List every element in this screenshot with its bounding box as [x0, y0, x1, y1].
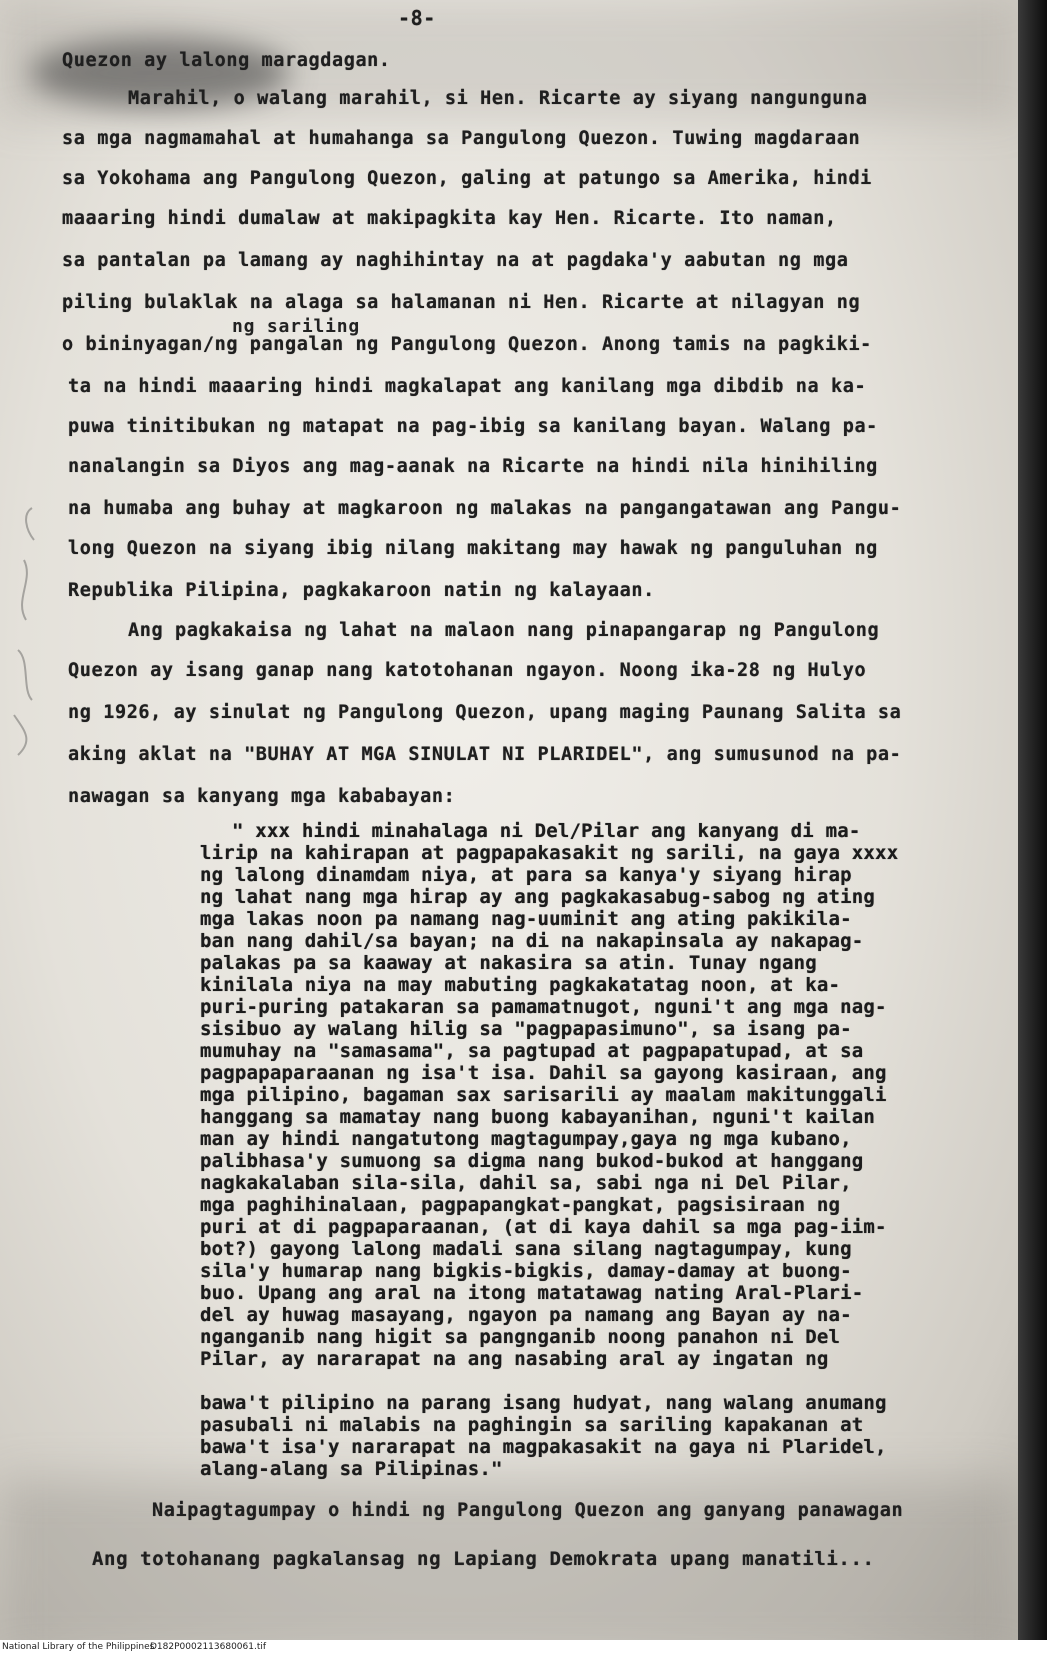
page-number: -8-	[398, 6, 436, 30]
quote-line: mga lakas noon pa namang nag-uuminit ang ating pakikila-	[200, 908, 852, 930]
typed-insertion: ng sariling	[232, 316, 361, 337]
quote-line: bot?) gayong lalong madali sana silang nagtagumpay, kung	[200, 1238, 852, 1260]
scan-footer	[0, 1640, 1047, 1658]
quote-line: palakas pa sa kaaway at nakasira sa atin. Tunay ngang	[200, 952, 817, 974]
quote-line: ng lalong dinamdam niya, at para sa kanya'y siyang hirap	[200, 864, 852, 886]
quote-line: lirip na kahirapan at pagpapakasakit ng sarili, na gaya xxxx	[200, 842, 899, 864]
body-line: sa mga nagmamahal at humahanga sa Pangulong Quezon. Tuwing magdaraan	[62, 128, 861, 149]
quote-line: mga paghihinalaan, pagpapangkat-pangkat, pagsisiraan ng	[200, 1194, 841, 1216]
quote-line: ng lahat nang mga hirap ay ang pagkakasabug-sabog ng ating	[200, 886, 876, 908]
quote-line: bawa't isa'y nararapat na magpakasakit na gaya ni Plaridel,	[200, 1436, 887, 1458]
quote-line: sisibuo ay walang hilig sa "pagpapasimuno", sa isang pa-	[200, 1018, 852, 1040]
quote-line: pasubali ni malabis na paghingin sa sariling kapakanan at	[200, 1414, 864, 1436]
quote-line: hanggang sa mamatay nang buong kabayanihan, nguni't kailan	[200, 1106, 876, 1128]
quote-line: buo. Upang ang aral na itong matatawag nating Aral-Plari-	[200, 1282, 864, 1304]
quote-line: pagpapaparaanan ng isa't isa. Dahil sa gayong kasiraan, ang	[200, 1062, 887, 1084]
quote-line: Pilar, ay nararapat na ang nasabing aral ay ingatan ng	[200, 1348, 829, 1370]
body-line: sa Yokohama ang Pangulong Quezon, galing at patungo sa Amerika, hindi	[62, 168, 872, 189]
body-line: sa pantalan pa lamang ay naghihintay na at pagdaka'y aabutan ng mga	[62, 250, 849, 271]
quote-line: puri-puring patakaran sa pamamatnugot, nguni't ang mga nag-	[200, 996, 887, 1018]
margin-handwriting	[4, 500, 48, 760]
quote-line: mumuhay na "samasama", sa pagtupad at pagpapatupad, at sa	[200, 1040, 864, 1062]
quote-line: bawa't pilipino na parang isang hudyat, nang walang anumang	[200, 1392, 887, 1414]
body-line: piling bulaklak na alaga sa halamanan ni Hen. Ricarte at nilagyan ng	[62, 292, 861, 313]
body-line: ng 1926, ay sinulat ng Pangulong Quezon, upang maging Paunang Salita sa	[68, 702, 902, 723]
body-line: na humaba ang buhay at magkaroon ng malakas na pangangatawan ang Pangu-	[68, 498, 902, 519]
quote-line: ban nang dahil/sa bayan; na di na nakapinsala ay nakapag-	[200, 930, 864, 952]
quote-line: palibhasa'y sumuong sa digma nang bukod-bukod at hanggang	[200, 1150, 864, 1172]
footer-institution: National Library of the Philippines	[2, 1642, 155, 1652]
quote-line: mga pilipino, bagaman sax sarisarili ay maalam makitunggali	[200, 1084, 887, 1106]
body-line: aking aklat na "BUHAY AT MGA SINULAT NI PLARIDEL", ang sumusunod na pa-	[68, 744, 902, 765]
body-line: Naipagtagumpay o hindi ng Pangulong Quezon ang ganyang panawagan	[152, 1500, 904, 1521]
quote-line: alang-alang sa Pilipinas."	[200, 1458, 503, 1480]
body-line: Ang pagkakaisa ng lahat na malaon nang pinapangarap ng Pangulong	[128, 620, 880, 641]
body-line: Quezon ay isang ganap nang katotohanan ngayon. Noong ika-28 ng Hulyo	[68, 660, 867, 681]
body-line: puwa tinitibukan ng matapat na pag-ibig sa kanilang bayan. Walang pa-	[68, 416, 878, 437]
body-line: Marahil, o walang marahil, si Hen. Ricarte ay siyang nangunguna	[128, 88, 868, 109]
body-line: nawagan sa kanyang mga kababayan:	[68, 786, 456, 807]
body-line: long Quezon na siyang ibig nilang makitang may hawak ng panguluhan ng	[68, 538, 878, 559]
footer-file-id: D182P0002113680061.tif	[150, 1642, 267, 1652]
quote-line: nganganib nang higit sa pangnganib noong panahon ni Del	[200, 1326, 841, 1348]
quote-line: " xxx hindi minahalaga ni Del/Pilar ang kanyang di ma-	[232, 820, 861, 842]
quote-line: nagkakalaban sila-sila, dahil sa, sabi nga ni Del Pilar,	[200, 1172, 852, 1194]
quote-line: puri at di pagpaparaanan, (at di kaya dahil sa mga pag-iim-	[200, 1216, 887, 1238]
body-line: Quezon ay lalong maragdagan.	[62, 50, 391, 71]
body-line: maaaring hindi dumalaw at makipagkita kay Hen. Ricarte. Ito naman,	[62, 208, 837, 229]
body-line: o bininyagan/ng pangalan ng Pangulong Quezon. Anong tamis na pagkiki-	[62, 334, 872, 355]
body-line: Republika Pilipina, pagkakaroon natin ng kalayaan.	[68, 580, 655, 601]
quote-line: sila'y humarap nang bigkis-bigkis, damay-damay at buong-	[200, 1260, 852, 1282]
body-line: ta na hindi maaaring hindi magkalapat ang kanilang mga dibdib na ka-	[68, 376, 867, 397]
quote-line: kinilala niya na may mabuting pagkakatatag noon, at ka-	[200, 974, 841, 996]
quote-line: man ay hindi nangatutong magtagumpay,gaya ng mga kubano,	[200, 1128, 852, 1150]
quote-line: del ay huwag masayang, ngayon pa namang ang Bayan ay na-	[200, 1304, 852, 1326]
body-line: nanalangin sa Diyos ang mag-aanak na Ricarte na hindi nila hinihiling	[68, 456, 878, 477]
body-line: Ang totohanang pagkalansag ng Lapiang Demokrata upang manatili...	[92, 1548, 875, 1570]
scan-edge	[1018, 0, 1047, 1658]
